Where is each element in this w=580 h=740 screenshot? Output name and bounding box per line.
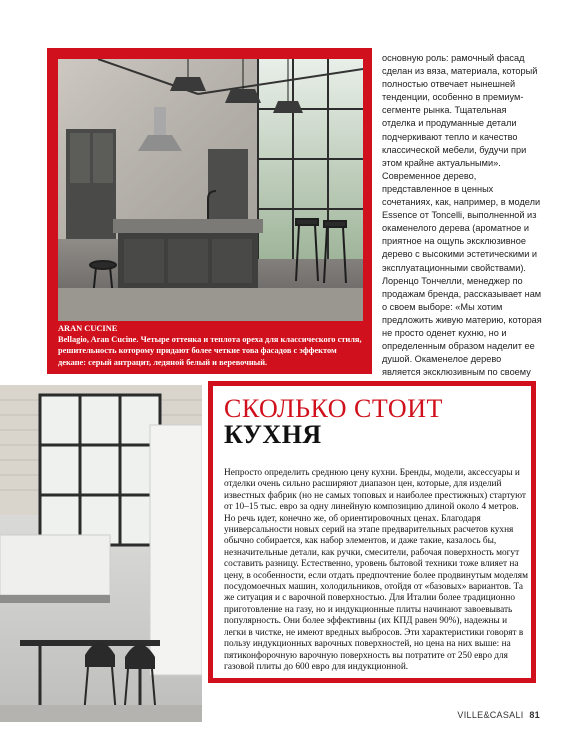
caption-text: Bellagio, Aran Cucine. Четыре оттенка и теплота ореха для классического стиля, решительность которому придают более четкие това фасадов с эффектом декапе: серый антрацит, ледяной белый и веревочный. bbox=[58, 335, 362, 367]
box-title-line2: КУХНЯ bbox=[224, 420, 322, 449]
kitchen-photo-industrial bbox=[58, 59, 363, 321]
box-title-line1: СКОЛЬКО СТОИТ bbox=[224, 394, 443, 423]
kitchen-illustration-2 bbox=[0, 385, 202, 722]
article-column-text: основную роль: рамочный фасад сделан из вяза, материала, который полностью отвечает нынешней тенденции, особенно в премиум-сегменте рынка. Тщательная отделка и продуманные детали подчеркивают тепло и качество классической мебели, будучи при этом крайне актуальными». Современное дерево, представленное в ценных сочетаниях, как, например, в модели Essence от Toncelli, выполненной из окаменелого дерева (ароматное и приятное на ощупь эксклюзивное дерево с высокими эстетическими и эксплуатационными свойствами). Лоренцо Тончелли, менеджер по продажам бренда, рассказывает нам о своем выборе: «Мы хотим предложить живую материю, которая не просто оденет кухню, но и определенным образом наделит ее душой. Окаменелое дерево является эксклюзивным по своему bbox=[382, 53, 542, 378]
caption-brand: ARAN CUCINE bbox=[58, 324, 118, 333]
top-photo-frame bbox=[47, 48, 372, 374]
magazine-name: VILLE&CASALI bbox=[457, 710, 524, 720]
page-footer bbox=[457, 710, 540, 720]
page-number: 81 bbox=[529, 710, 540, 720]
photo-caption bbox=[58, 323, 366, 368]
price-info-box bbox=[208, 381, 536, 683]
box-body-text: Непросто определить среднюю цену кухни. Бренды, модели, аксессуары и отделки очень сильно расширяют диапазон цен, которые, для изделий известных фабрик (но не самых топовых и наиболее престижных) стартуют от 10–15 тыс. евро за одну линейную композицию длиной около 4 метров. Но речь идет, конечно же, об ориентировочных ценах. Благодаря универсальности новых серий на этапе предварительных расчетов кухня обычно собирается, как набор элементов, и даже такие, казалось бы, незначительные детали, как ручки, смесители, рабочая поверхность могут составить разницу. Естественно, уровень бытовой техники тоже влияет на цену, в особенности, если отдать предпочтение более продвинутым моделям посудомоечных машин, холодильников, отойдя от «базовых» вариантов. Та же ситуация и с варочной поверхностью. Для Италии более традиционно приготовление на газу, но и индукционные плиты начинают завоевывать популярность. Они более эффективны (их КПД равен 90%), надежны и легки в чистке, не имеют вредных выбросов. Эти характеристики говорят в пользу индукционных варочных поверхностей, но цена на них выше: на пятиконфорочную варочную поверхность вы потратите от 250 евро для газовой плиты до 600 евро для индукционной. bbox=[224, 468, 528, 672]
kitchen-illustration bbox=[58, 59, 363, 321]
kitchen-photo-white bbox=[0, 385, 202, 722]
